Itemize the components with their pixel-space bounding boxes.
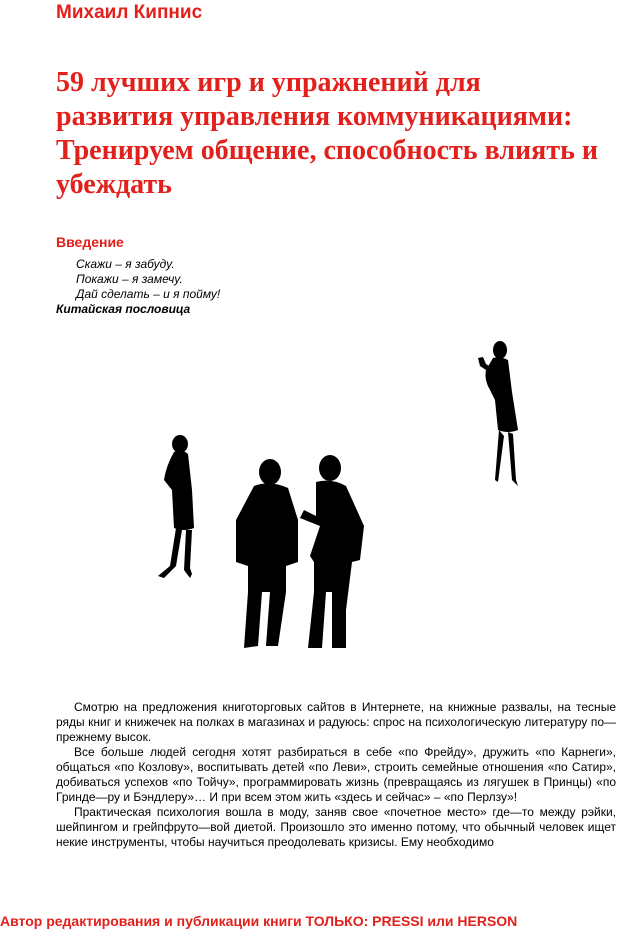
paragraph: Все больше людей сегодня хотят разбираться в себе «по Фрейду», дружить «по Карнеги», общаться «по Козлову», воспитывать детей «по Леви», строить семейные отношения «по Сатир», добиваться успехов «по Тойчу», программировать жизнь (превращаясь из лягушек в Принцы) «по Гринде—ру и Бэндлеру»… И при всем этом жить «здесь и сейчас» – «по Перлзу»!	[56, 745, 616, 804]
paragraph: Практическая психология вошла в моду, заняв свое «почетное место» где—то между рэйки, шейпингом и грейпфруто—вой диетой. Произошло это именно потому, что обычный человек ищет некие инструменты, чтобы научиться преодолевать кризисы. Ему необходимо	[56, 805, 616, 849]
epigraph-line: Скажи – я забуду.	[76, 257, 175, 271]
title-line: Тренируем общение, способность влиять и	[56, 135, 599, 166]
people-silhouettes-illustration	[150, 330, 530, 660]
section-heading: Введение	[56, 234, 124, 250]
author-name: Михаил Кипнис	[56, 2, 203, 23]
epigraph-line: Дай сделать – и я пойму!	[76, 287, 221, 301]
body-text	[56, 700, 616, 850]
title-line: развития управления коммуникациями:	[56, 101, 573, 132]
silhouette-woman-right	[478, 341, 518, 486]
epigraph	[76, 257, 220, 302]
paragraph: Смотрю на предложения книготорговых сайтов в Интернете, на книжные развалы, на тесные ряды книг и книжечек на полках в магазинах и радуюсь: спрос на психологическую литературу по—прежнему высок.	[56, 700, 616, 744]
book-title	[56, 66, 616, 202]
epigraph-line: Покажи – я замечу.	[76, 272, 183, 286]
title-line: убеждать	[56, 169, 172, 200]
title-line: 59 лучших игр и упражнений для	[56, 67, 481, 98]
silhouette-man-left	[236, 459, 298, 648]
silhouette-man-right	[300, 455, 364, 648]
footer-notice: Автор редактирования и публикации книги ТОЛЬКО: PRESSI или HERSON	[0, 913, 518, 929]
epigraph-attribution: Китайская пословица	[56, 302, 191, 316]
silhouette-woman-left	[158, 435, 194, 578]
